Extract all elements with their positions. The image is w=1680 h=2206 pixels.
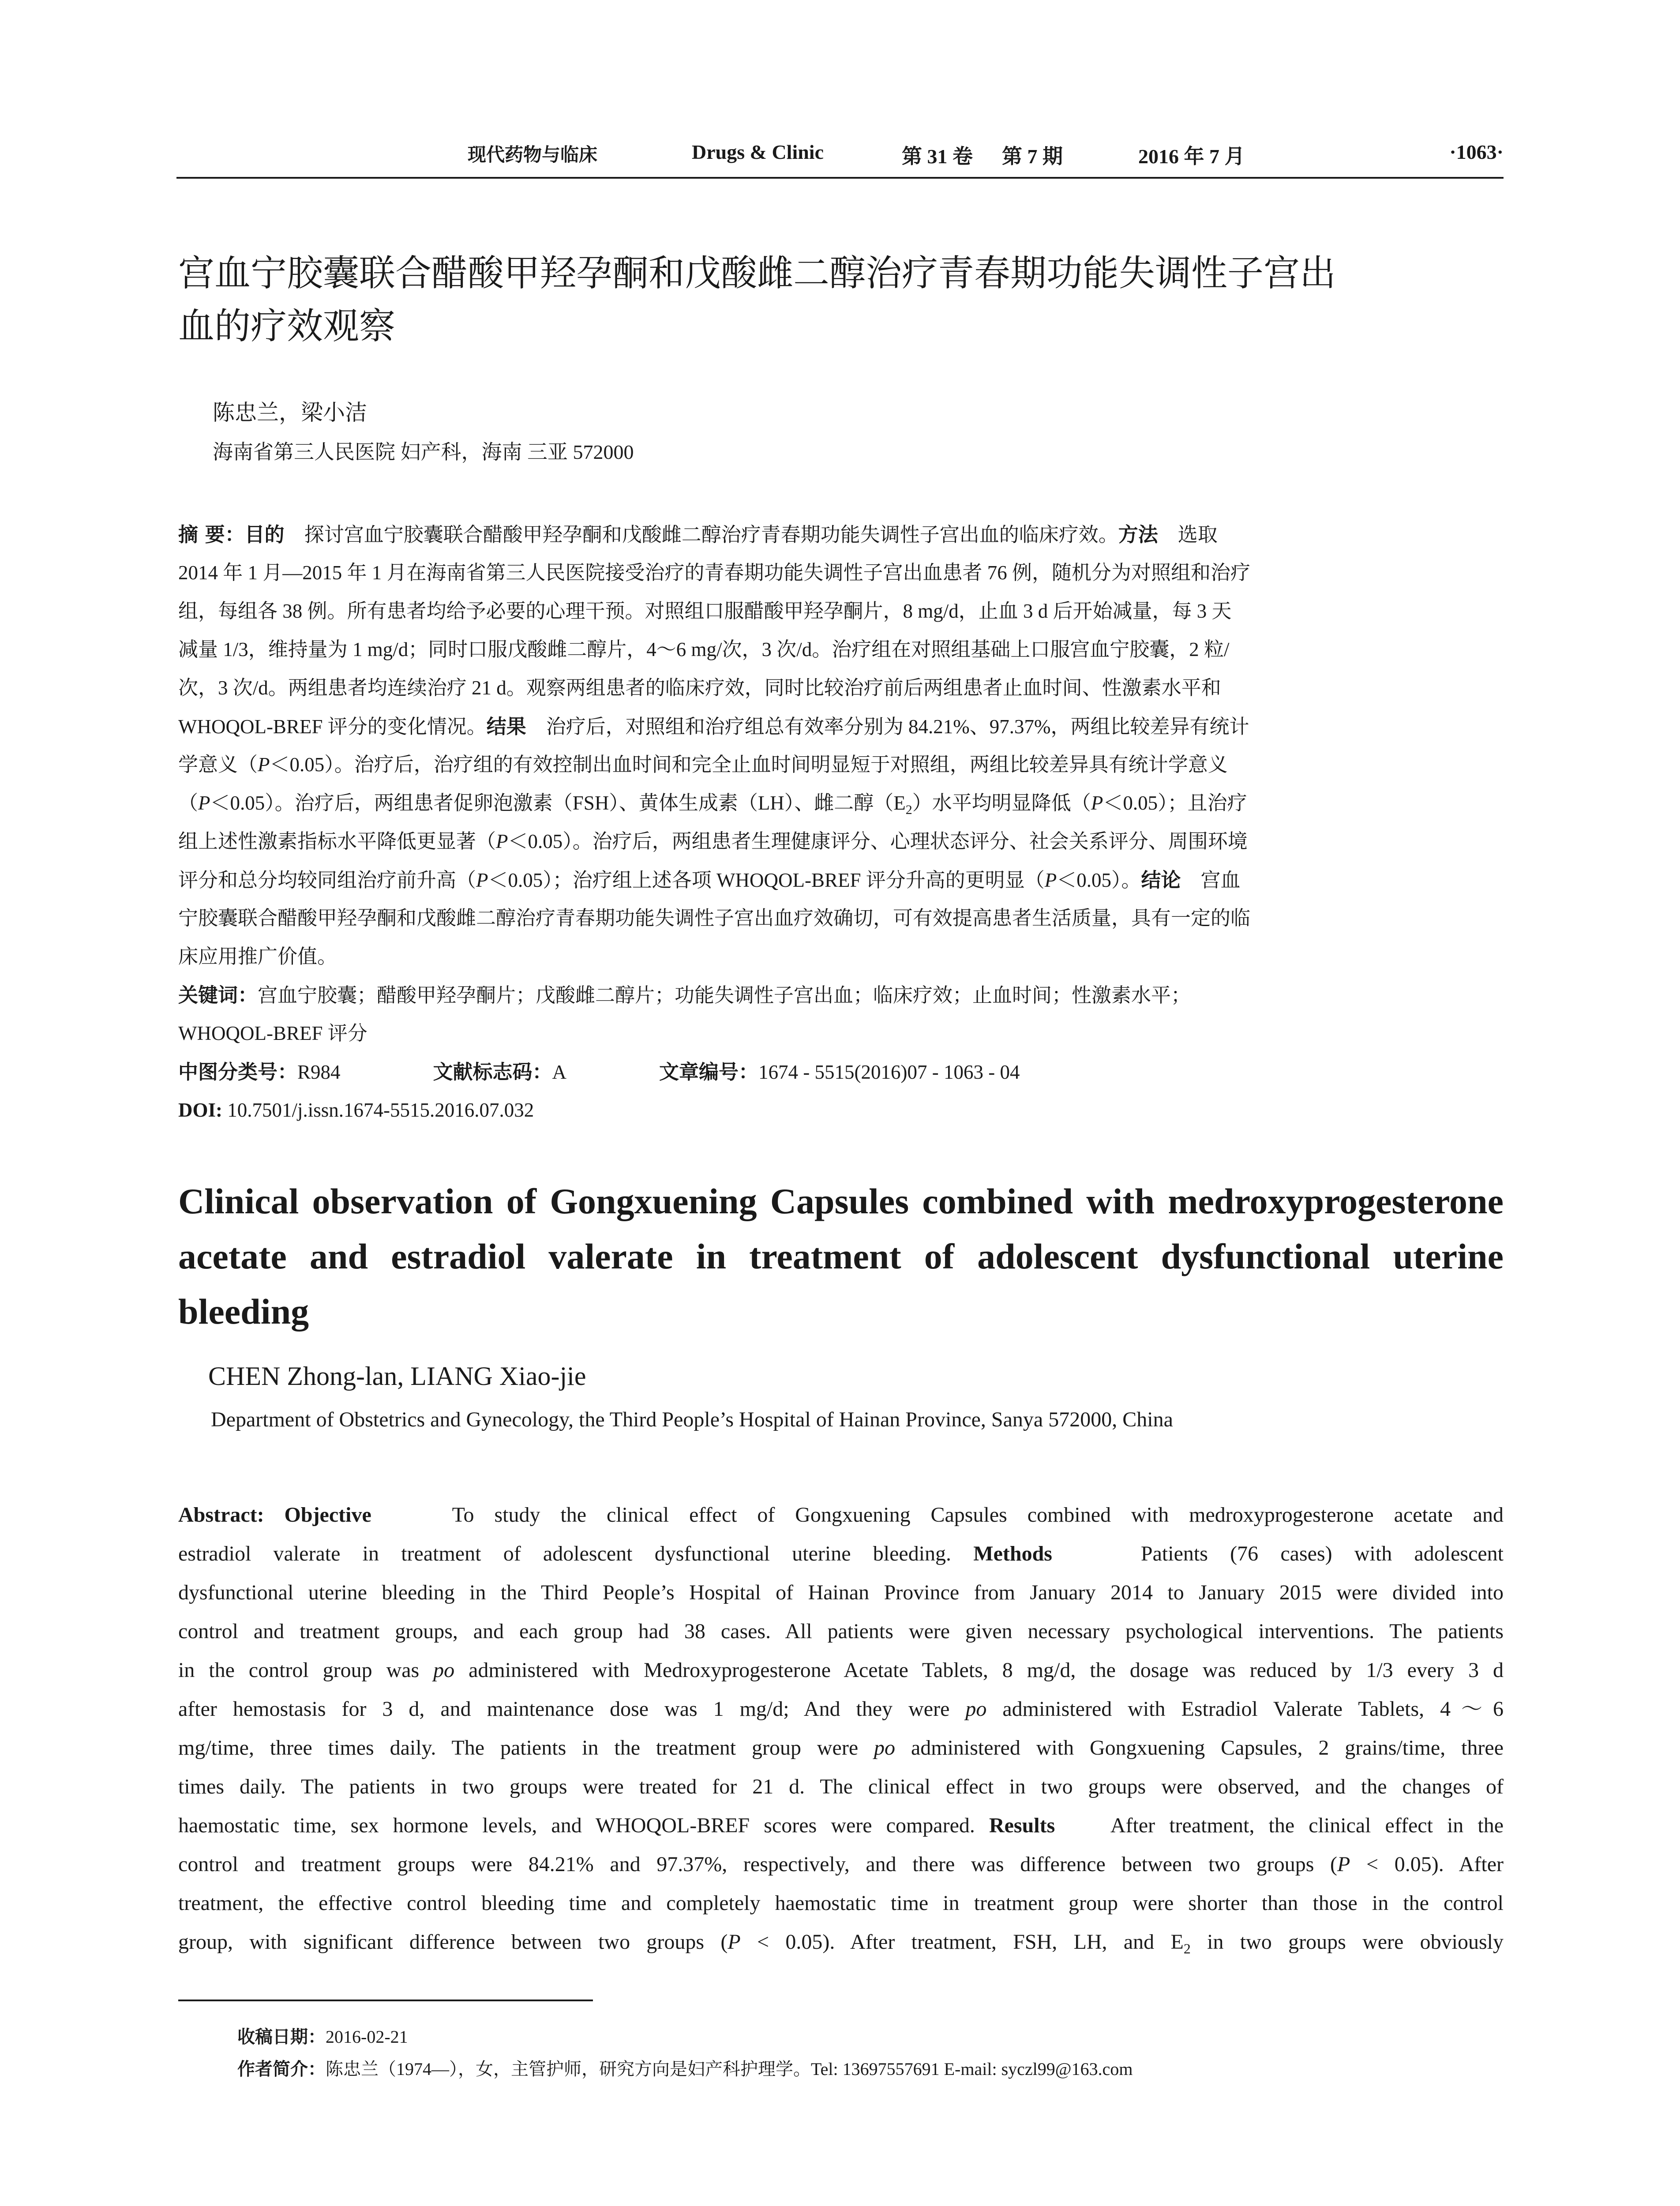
methods-label-cn: 方法 (1118, 523, 1158, 546)
abstract-cn-text: ＜0.05）。治疗后，治疗组的有效控制出血时间和完全止血时间明显短于对照组，两组比较差异具有统计学意义 (270, 754, 1228, 776)
title-en-line: Clinical observation of Gongxuening Capsules combined with medroxyprogesterone (178, 1181, 1504, 1221)
objective-text-cn: 探讨宫血宁胶囊联合醋酸甲羟孕酮和戊酸雌二醇治疗青春期功能失调性子宫出血的临床疗效。 (304, 524, 1118, 546)
abstract-en-text: administered with Medroxyprogesterone Acetate Tablets, 8 mg/d, the dosage was reduced by 1/3 every 3 d (469, 1658, 1504, 1682)
abstract-en-line (178, 1729, 1504, 1767)
abstract-cn-text: 宫血 (1200, 869, 1241, 891)
authors-en: CHEN Zhong-lan, LIANG Xiao-jie (208, 1362, 586, 1391)
abstract-cn-line (178, 746, 1504, 784)
abstract-en-text: estradiol valerate in treatment of adolescent dysfunctional uterine bleeding. (178, 1542, 952, 1565)
abstract-cn-text: ＜0.05）。治疗后，两组患者生理健康评分、心理状态评分、社会关系评分、周围环境 (508, 830, 1248, 852)
abstract-en-text: haemostatic time, sex hormone levels, and WHOQOL-BREF scores were compared. (178, 1814, 975, 1837)
issue: 第 7 期 (1002, 145, 1063, 168)
objective-label-cn: 目的 (244, 523, 285, 546)
article-number-label: 文章编号： (659, 1060, 759, 1084)
classification-line (178, 1053, 1504, 1091)
article-number-value: 1674 - 5515(2016)07 - 1063 - 04 (758, 1061, 1020, 1083)
abstract-en-line: times daily. The patients in two groups were treated for 21 d. The clinical effect in two groups were observed, and the changes of (178, 1775, 1504, 1798)
doi-value[interactable]: 10.7501/j.issn.1674-5515.2016.07.032 (227, 1099, 534, 1121)
doc-code-value: A (552, 1061, 567, 1083)
methods-text-cn: 选取 (1178, 524, 1218, 546)
header-rule (176, 177, 1504, 179)
abstract-cn-text: 治疗后，对照组和治疗组总有效率分别为 84.21%、97.37%，两组比较差异有统计 (546, 716, 1249, 738)
abstract-en-line: control and treatment groups, and each group had 38 cases. All patients were given necessary psychological interventions. The patients (178, 1620, 1504, 1643)
subscript: 2 (1183, 1940, 1191, 1957)
abstract-en-text: mg/time, three times daily. The patients in the treatment group were (178, 1736, 859, 1760)
p-symbol: P (1337, 1853, 1350, 1876)
abstract-cn-text: 评分和总分均较同组治疗前升高（ (178, 869, 476, 891)
abstract-en-text: after hemostasis for 3 d, and maintenance dose was 1 mg/d; And they were (178, 1697, 950, 1721)
keywords (178, 976, 1504, 1014)
abstract-en-text: in the control group was (178, 1658, 420, 1682)
received-label: 收稿日期： (237, 2027, 326, 2047)
results-label-cn: 结果 (486, 715, 526, 738)
objective-label-en: Objective (284, 1503, 371, 1527)
abstract-cn-text: ＜0.05）；且治疗 (1103, 792, 1247, 814)
abstract-cn-label: 摘 要： (178, 523, 245, 546)
title-cn-line: 血的疗效观察 (178, 305, 396, 347)
abstract-en-text: group, with significant difference between two groups ( (178, 1930, 728, 1954)
issue-date: 2016 年 7 月 (1138, 145, 1245, 168)
abstract-en-line (178, 1534, 1504, 1573)
abstract-en-text: Patients (76 cases) with adolescent (1140, 1542, 1504, 1565)
methods-label-en: Methods (973, 1542, 1052, 1565)
abstract-en-text: administered with Estradiol Valerate Tablets, 4～6 (1002, 1697, 1504, 1721)
p-symbol: P (1091, 792, 1103, 814)
p-symbol: P (198, 792, 210, 814)
footnote-rule (178, 2000, 593, 2001)
keywords-line: WHOQOL-BREF 评分 (178, 1022, 368, 1044)
journal-name-cn: 现代药物与临床 (468, 144, 598, 165)
abstract-en-text: in two groups were obviously (1190, 1930, 1504, 1954)
doi-line (178, 1091, 1504, 1129)
subscript: 2 (905, 803, 912, 817)
abstract-cn-text: 学意义（ (178, 754, 258, 776)
p-symbol: P (496, 830, 508, 852)
conclusion-label-cn: 结论 (1141, 868, 1181, 892)
abstract-en-line (178, 1651, 1504, 1690)
abstract-cn-text: ＜0.05）。治疗后，两组患者促卵泡激素（FSH）、黄体生成素（LH）、雌二醇（E (210, 792, 906, 814)
abstract-cn-line: 床应用推广价值。 (178, 945, 338, 968)
abstract-en-text: < 0.05). After treatment, FSH, LH, and E (740, 1930, 1184, 1954)
received-value: 2016-02-21 (326, 2027, 408, 2047)
abstract-cn-text: ＜0.05）。 (1057, 869, 1141, 891)
abstract-en-text: administered with Gongxuening Capsules, 2 grains/time, three (911, 1736, 1504, 1760)
p-symbol: P (476, 869, 488, 891)
abstract-cn-line (178, 515, 1504, 554)
keywords-label: 关键词： (178, 983, 258, 1007)
abstract-en-line (178, 1806, 1504, 1845)
clc-label: 中图分类号： (178, 1060, 298, 1084)
affiliation-en: Department of Obstetrics and Gynecology, the Third People’s Hospital of Hainan Province, Sanya 572000, China (211, 1408, 1173, 1431)
abstract-en-line (178, 1923, 1504, 1962)
abstract-en-text: < 0.05). After (1350, 1853, 1504, 1876)
doi-label: DOI: (178, 1099, 222, 1121)
abstract-cn-line: 次，3 次/d。两组患者均连续治疗 21 d。观察两组患者的临床疗效，同时比较治疗前后两组患者止血时间、性激素水平和 (178, 677, 1221, 699)
abstract-en-line: dysfunctional uterine bleeding in the Third People’s Hospital of Hainan Province from January 2014 to January 2015 were divided into (178, 1581, 1504, 1604)
po-term: po (874, 1736, 896, 1760)
footnote-author (237, 2055, 1132, 2080)
abstract-cn-line (178, 822, 1504, 861)
abstract-cn-text: WHOQOL-BREF 评分的变化情况。 (178, 716, 487, 738)
volume: 第 31 卷 (902, 145, 973, 168)
article-title-cn (178, 247, 1502, 353)
abstract-cn-line (178, 784, 1504, 822)
p-symbol: P (258, 754, 270, 776)
abstract-cn-line (178, 861, 1504, 899)
author-bio-label: 作者简介： (237, 2059, 326, 2079)
p-symbol: P (728, 1930, 741, 1954)
p-symbol: P (1044, 869, 1057, 891)
abstract-cn-line (178, 707, 1504, 746)
abstract-cn-line: 减量 1/3，维持量为 1 mg/d；同时口服戊酸雌二醇片，4～6 mg/次，3 次/d。治疗组在对照组基础上口服宫血宁胶囊，2 粒/ (178, 638, 1230, 660)
journal-name-en: Drugs & Clinic (692, 141, 824, 163)
running-header (176, 140, 1504, 176)
abstract-cn-text: 组上述性激素指标水平降低更显著（ (178, 830, 496, 852)
authors-cn: 陈忠兰，梁小洁 (213, 400, 367, 425)
clc-value: R984 (297, 1061, 341, 1083)
abstract-cn-text: （ (178, 792, 199, 814)
article-title-en (178, 1174, 1504, 1339)
title-cn-line: 宫血宁胶囊联合醋酸甲羟孕酮和戊酸雌二醇治疗青春期功能失调性子宫出 (178, 252, 1336, 294)
abstract-en-text: After treatment, the clinical effect in the (1110, 1814, 1504, 1837)
keywords-text: 宫血宁胶囊；醋酸甲羟孕酮片；戊酸雌二醇片；功能失调性子宫出血；临床疗效；止血时间；性激素水平； (258, 984, 1191, 1006)
abstract-en-text: To study the clinical effect of Gongxuening Capsules combined with medroxyprogesterone acetate and (452, 1503, 1504, 1527)
abstract-label-en: Abstract: (178, 1503, 264, 1527)
title-en-line: acetate and estradiol valerate in treatment of adolescent dysfunctional uterine (178, 1236, 1504, 1276)
abstract-en-line (178, 1496, 1504, 1534)
abstract-en-line (178, 1845, 1504, 1884)
abstract-cn-text: ）水平均明显降低（ (912, 792, 1091, 814)
po-term: po (433, 1658, 455, 1682)
abstract-en-text: control and treatment groups were 84.21% and 97.37%, respectively, and there was difference between two groups ( (178, 1853, 1338, 1876)
page-number: ·1063· (1449, 141, 1504, 163)
doc-code-label: 文献标志码： (433, 1060, 552, 1084)
footnote-received (237, 2023, 408, 2048)
author-bio-value: 陈忠兰（1974—），女，主管护师，研究方向是妇产科护理学。Tel: 13697557691 E-mail: syczl99@163.com (326, 2059, 1133, 2079)
abstract-cn (178, 515, 1504, 1129)
abstract-cn-line: 2014 年 1 月—2015 年 1 月在海南省第三人民医院接受治疗的青春期功能失调性子宫出血患者 76 例，随机分为对照组和治疗 (178, 562, 1251, 584)
title-en-line: bleeding (178, 1291, 309, 1332)
abstract-en-line (178, 1690, 1504, 1729)
abstract-cn-line: 组，每组各 38 例。所有患者均给予必要的心理干预。对照组口服醋酸甲羟孕酮片，8 mg/d，止血 3 d 后开始减量，每 3 天 (178, 600, 1232, 622)
affiliation-cn: 海南省第三人民医院 妇产科，海南 三亚 572000 (213, 441, 634, 463)
abstract-cn-line: 宁胶囊联合醋酸甲羟孕酮和戊酸雌二醇治疗青春期功能失调性子宫出血疗效确切，可有效提高患者生活质量，具有一定的临 (178, 907, 1251, 929)
abstract-en-line: treatment, the effective control bleeding time and completely haemostatic time in treatment group were shorter than those in the control (178, 1891, 1504, 1915)
abstract-en (178, 1496, 1504, 1962)
results-label-en: Results (989, 1814, 1055, 1837)
po-term: po (965, 1697, 987, 1721)
abstract-cn-text: ＜0.05）；治疗组上述各项 WHOQOL-BREF 评分升高的更明显（ (488, 869, 1045, 891)
